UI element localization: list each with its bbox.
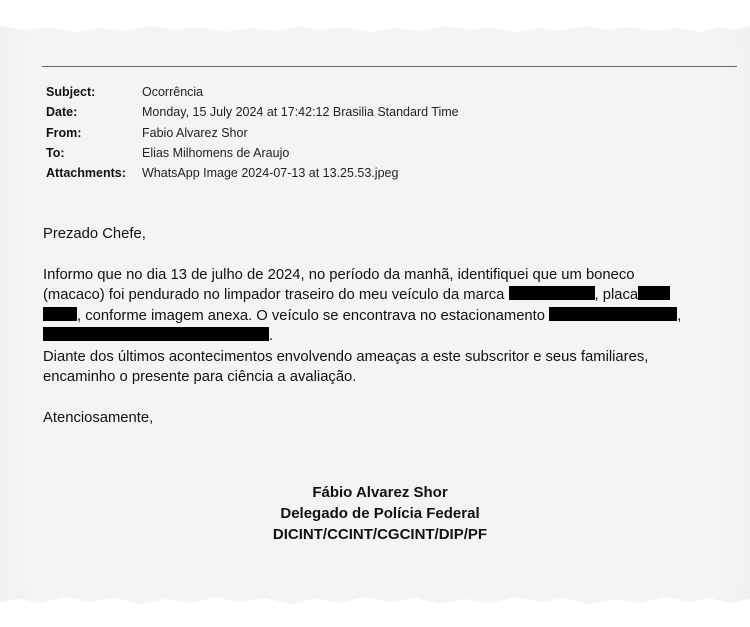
body-line: , conforme imagem anexa. O veículo se encontrava no estacionamento	[77, 307, 550, 324]
header-value: WhatsApp Image 2024-07-13 at 13.25.53.jpeg	[142, 166, 399, 181]
header-subject	[46, 82, 459, 102]
email-body	[43, 224, 733, 428]
header-date	[46, 102, 459, 122]
torn-bottom-edge	[0, 587, 750, 627]
header-label: Attachments:	[46, 166, 126, 181]
email-headers	[46, 82, 459, 183]
body-line: .	[269, 328, 274, 344]
header-value: Fabio Alvarez Shor	[142, 125, 248, 140]
body-line: Informo que no dia 13 de julho de 2024, no período da manhã, identifiquei que um boneco	[43, 266, 635, 283]
torn-top-edge	[0, 0, 750, 40]
header-value: Elias Milhomens de Araujo	[142, 145, 290, 160]
signature-title: Delegado de Polícia Federal	[280, 505, 480, 522]
header-to	[46, 143, 459, 163]
header-label: From:	[46, 125, 82, 140]
header-from	[46, 123, 459, 143]
body-line: ,	[677, 307, 682, 324]
body-line: , placa	[594, 287, 639, 303]
redaction-block	[509, 286, 595, 300]
redaction-block	[43, 327, 269, 341]
header-label: Subject:	[46, 85, 96, 99]
redaction-block	[638, 286, 670, 300]
greeting: Prezado Chefe,	[43, 226, 146, 242]
header-attachments	[46, 163, 459, 183]
header-label: To:	[46, 145, 65, 160]
redaction-block	[549, 307, 677, 321]
signature-name: Fábio Alvarez Shor	[312, 484, 448, 501]
body-line: Diante dos últimos acontecimentos envolvendo ameaças a este subscritor e seus familiares,	[43, 348, 649, 365]
header-value: Ocorrência	[142, 85, 204, 99]
body-line: (macaco) foi pendurado no limpador traseiro do meu veículo da marca	[43, 287, 509, 303]
body-line: encaminho o presente para ciência a avaliação.	[43, 369, 357, 385]
body-paragraph	[43, 265, 733, 388]
header-value: Monday, 15 July 2024 at 17:42:12 Brasilia Standard Time	[142, 105, 459, 120]
header-label: Date:	[46, 105, 78, 120]
header-divider	[42, 66, 737, 67]
signature-block	[0, 482, 750, 545]
closing: Atenciosamente,	[43, 409, 154, 426]
redaction-block	[43, 307, 77, 321]
signature-unit: DICINT/CCINT/CGCINT/DIP/PF	[272, 526, 488, 543]
